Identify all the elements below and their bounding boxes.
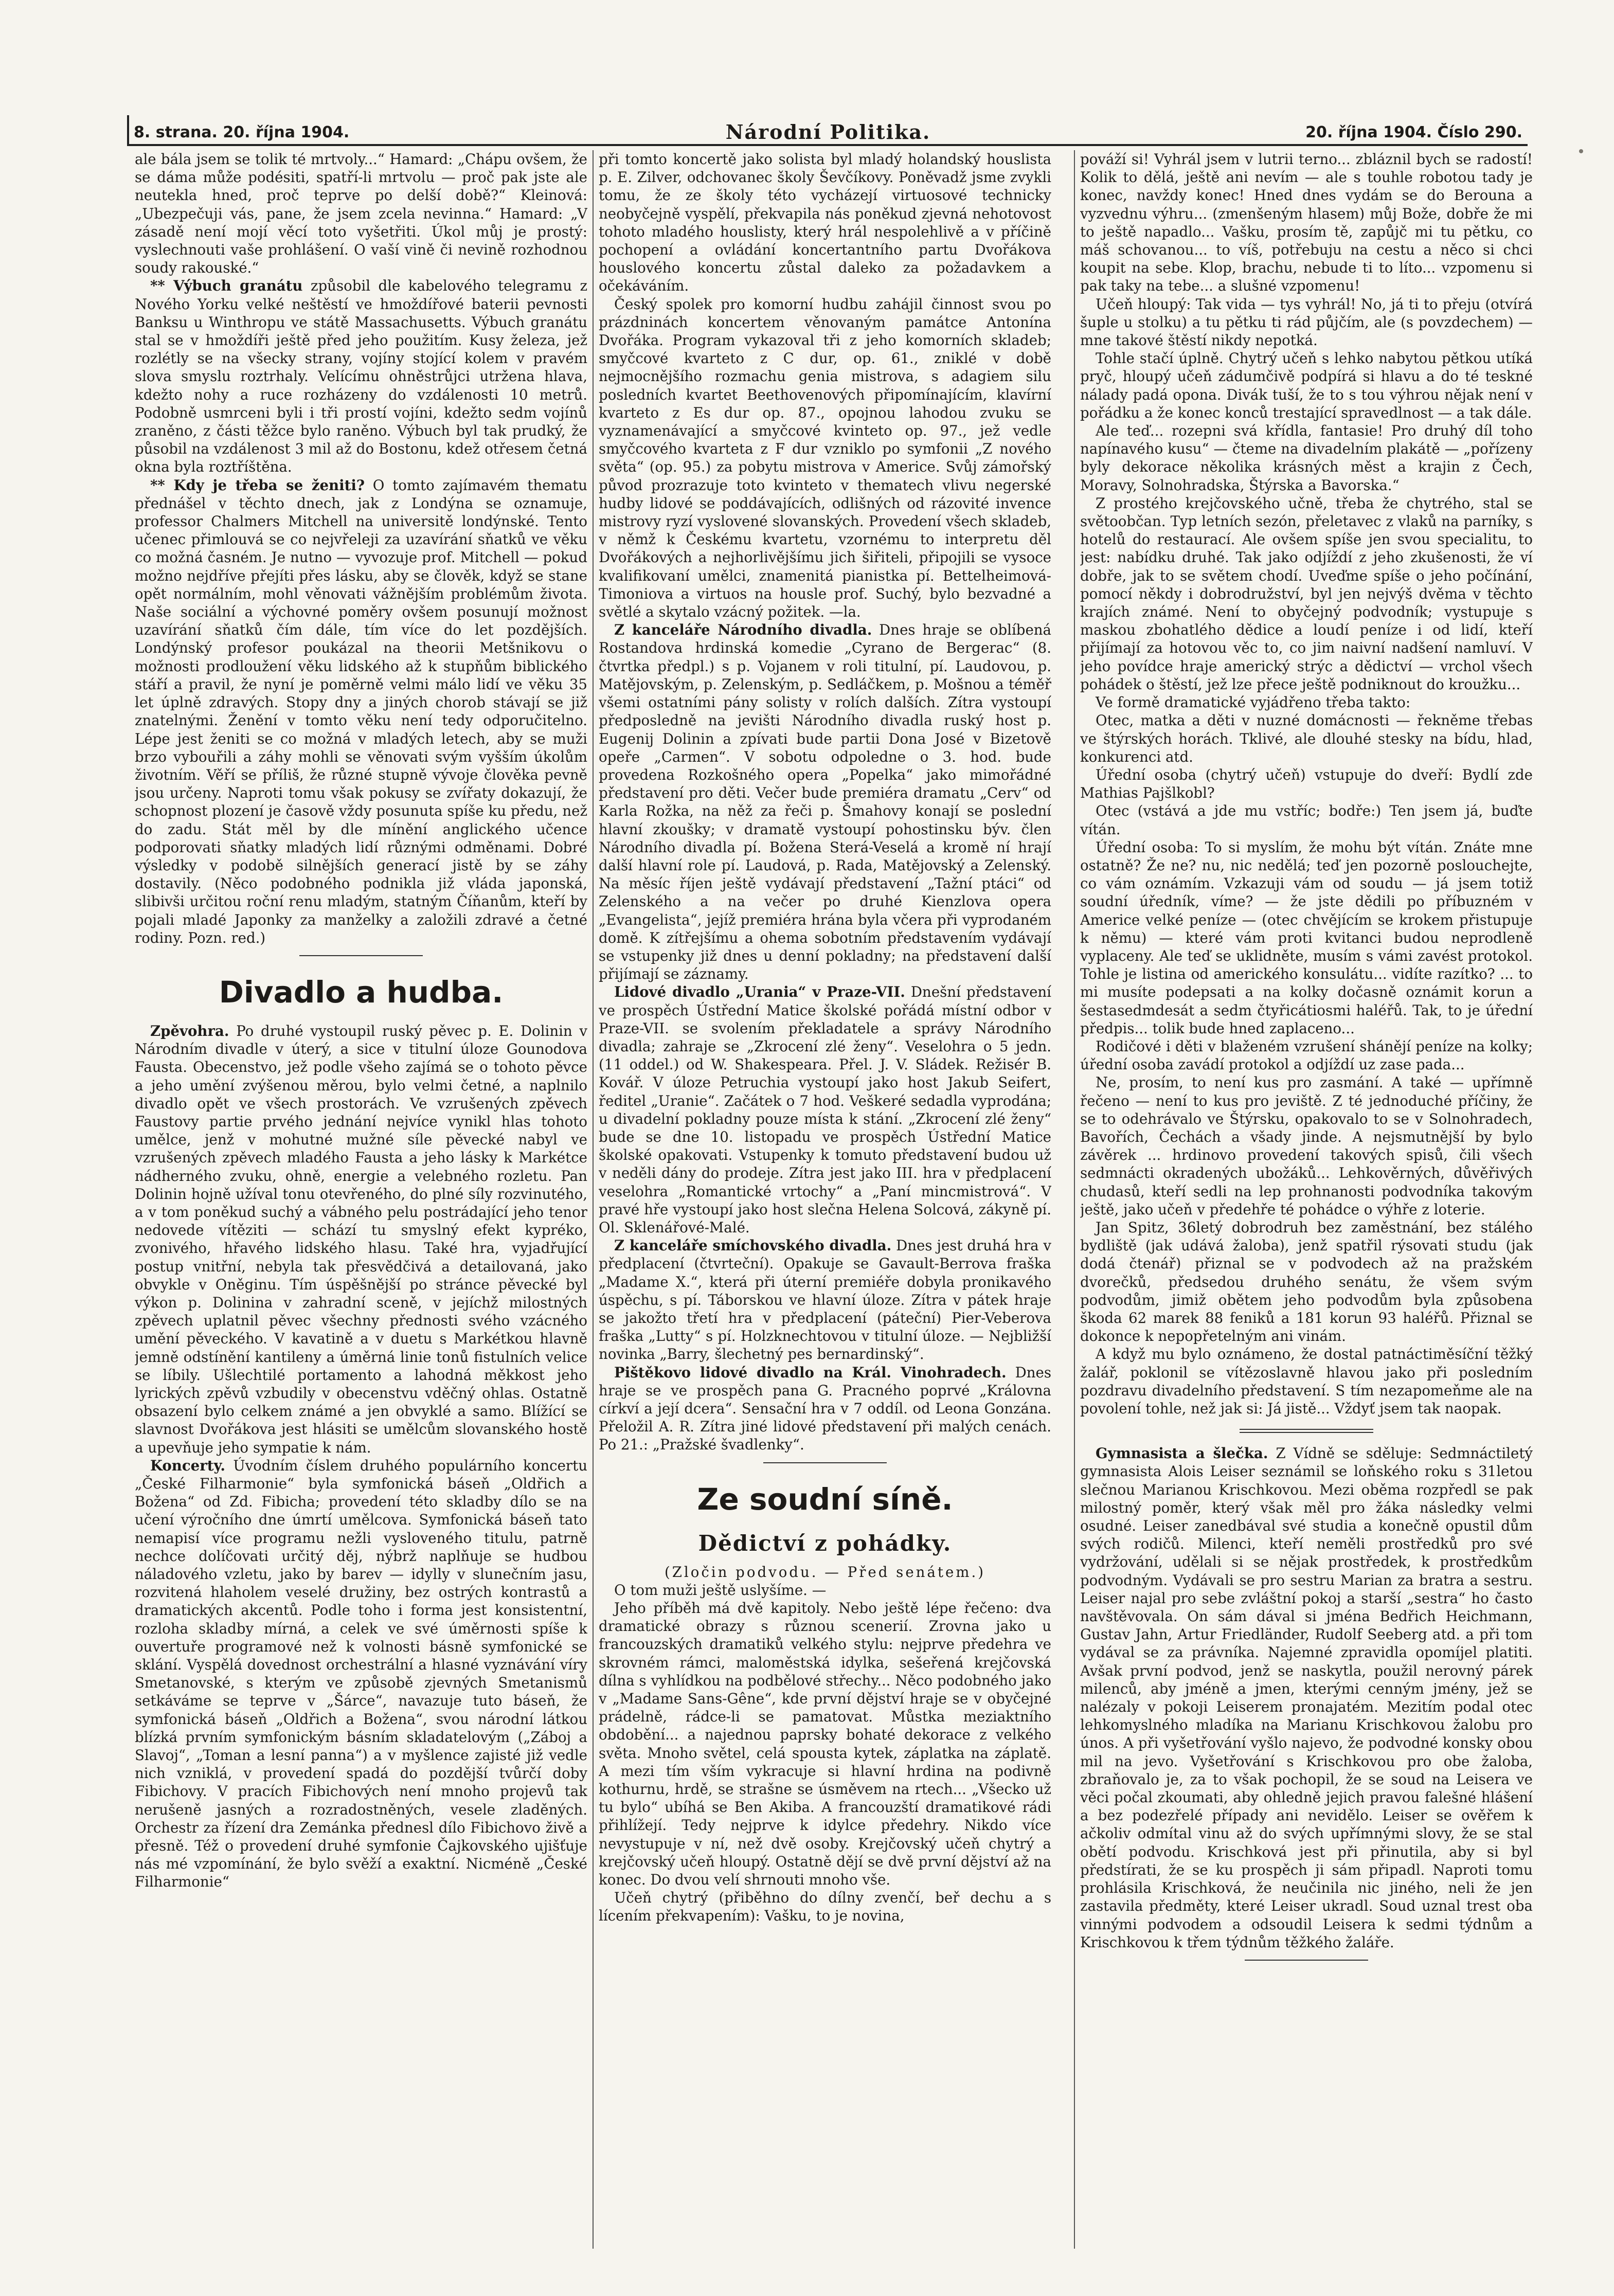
- article-lead: Z kanceláře smíchovského divadla.: [614, 1237, 892, 1254]
- article-paragraph: Jan Spitz, 36letý dobrodruh bez zaměstnání, bez stálého bydliště (jak udává žaloba), jenž spatřil rýsovati studu (jak dodá čtenář) přiznal se v podvodech až na pražském dvorečků, předsedou druhého senátu, že všem svým podvodům, jimiž obětem jeho podvodům byla způsobena škoda 62 marek 88 feniků a 181 korun 93 haléřů. Přiznal se dokonce k nepopřetelným ani vinám.: [1080, 1218, 1533, 1345]
- section-heading-court: Ze soudní síně.: [697, 1481, 953, 1517]
- article-paragraph: Z prostého krejčovského učně, třeba že chytrého, stal se světoobčan. Typ letních sezón, přeletavec z vlaků na parníky, s hotelů do restaurací. Ale ovšem spíše jen svou specialitu, to jest: nabídku druhé. Tak jako odjíždí z jeho zkušenosti, že ví dobře, jak to se světem chodí. Uveďme spíše o jeho počínání, pomocí někdy i dobrodružství, byl jen nejvýš dvěma v těchto krajích známé. Není to obyčejný podvodník; vystupuje s maskou zbohatlého dědice a loudí peníze i od lidí, kteří přijímají za hotovou věc to, co jim naivní nadšení namluví. V jeho povídce hraje americký strýc a dědictví — vrchol všech pohádek o štěstí, jež lze přece ještě podniknout do kroužku...: [1080, 494, 1533, 693]
- article-paragraph: pováží si! Vyhrál jsem v lutrii terno... zbláznil bych se radostí! Kolik to dělá, ještě ani nevím — ale s touhle robotou tady je konec, navždy konec! Hned dnes vydám se do Berouna a vyzvednu výhru... (zmenšeným hlasem) můj Bože, dobře že mi to ještě napadlo... Vašku, prosím tě, zapůjč mi tu pětku, co máš schovanou... to víš, potřebuju na cestu a něco si chci koupit na sebe. Klop, brachu, nebude ti to líto... vzpomenu si pak taky na tebe... a slušné vzpomenu!: [1080, 151, 1533, 295]
- separator-double-rule: [1240, 1429, 1373, 1433]
- separator-rule: [299, 955, 423, 956]
- masthead-title: Národní Politika.: [725, 120, 931, 144]
- article-text: Dnes hraje se ve prospěch pana G. Pracného poprvé „Královna církví a její dcera“. Sensační hra v 7 oddíl. od Leona Gonzána. Přeložil A. R. Zítra jiné lidové představení při malých cenách. Po 21.: „Pražské švadlenky“.: [599, 1364, 1051, 1454]
- article-paragraph: Otec (vstává a jde mu vstříc; bodře:) Ten jsem já, buďte vítán.: [1080, 802, 1533, 838]
- article-paragraph: [599, 1236, 1051, 1363]
- article-paragraph: O tom muži ještě uslyšíme. —: [614, 1581, 827, 1599]
- article-lead: Gymnasista a šlečka.: [1096, 1445, 1268, 1462]
- article-lead: Zpěvohra.: [150, 1022, 229, 1039]
- article-text: O tomto zajímavém thematu přednášel v těchto dnech, jak z Londýna se oznamuje, professor Chalmers Mitchell na universitě londýnské. Tento učenec přimlouvá se co nejvřeleji za uzavírání sňatků ve věku co možná časném. Je nutno — vyvozuje prof. Mitchell — pokud možno nejdříve přejíti přes lásku, aby se člověk, když se stane opět normálním, mohl věnovati vážnějším problémům života. Naše sociální a výchovné poměry ovšem posunují možnost uzavírání sňatků čím dále, tím více do let pozdějších. Londýnský profesor poukázal na theorii Metšnikovu o možnosti prodloužení věku lidského až k stupňům biblického stáří a pravil, že nyní je poměrně velmi málo lidí ve věku 35 let úplně zdravých. Stopy dny a jiných chorob stávají se již znatelnými. Ženění v tomto věku není tedy odporučitelno. Lépe jest ženiti se co možná v mladých letech, aby se muži brzo vybouřili a záhy mohli se věnovati svým vyšším úkolům životním. Věří se příliš, že různé stupně vývoje člověka pevně jsou určeny. Naproti tomu však pokusy se zvířaty dokazují, že schopnost plození je časově vždy posunuta spíše ku předu, než do zadu. Stát měl by dle mínění anglického učence podporovati sňatky mladých lidí různými odměnami. Dobré výsledky v podobě silnějších generací jistě by se záhy dostavily. (Něco podobného podnikla již vláda japonská, slibivši určitou roční renu mladým, statným Číňanům, kteří by pojali mladé Japonky za manželky a založili zdravé a četné rodiny. Pozn. red.): [135, 476, 587, 946]
- article-paragraph: Učeň hloupý: Tak vida — tys vyhrál! No, já ti to přeju (otvírá šuple u stolku) a tu pětku ti rád půjčím, ale (s povzdechem) — mne takové štěstí nikdy nepotká.: [1080, 295, 1533, 349]
- article-lead: Koncerty.: [150, 1457, 225, 1474]
- article-paragraph: Ve formě dramatické vyjádřeno třeba takto:: [1096, 694, 1411, 711]
- column-1: [135, 150, 587, 2249]
- article-lead: ** Kdy je třeba se ženiti?: [150, 476, 365, 494]
- article-paragraph: Učeň chytrý (přiběhno do dílny zvenčí, beř dechu a s lícením překvapením): Vašku, to je novina,: [599, 1889, 1051, 1925]
- article-paragraph: Ale teď... rozepni svá křídla, fantasie! Pro druhý díl toho napínavého kusu“ — čteme na divadelním plakátě — „pořízeny byly dekorace několika krásných měst a krajin z Čech, Moravy, Solnohradska, Štýrska a Bavorska.“: [1080, 422, 1533, 494]
- article-paragraph: ale bála jsem se tolik té mrtvoly...“ Hamard: „Chápu ovšem, že se dáma může podésiti, spatří-li mrtvolu — proč pak jste ale neutekla hned, proč teprve po delší době?“ Kleinová: „Ubezpečuji vás, pane, že jsem zcela nevinna.“ Hamard: „V zásadě není mojí věcí toto vyšetřiti. Úkol můj je prostý: vyslechnouti vaše prohlášení. O vaší vině či nevině rozhodnou soudy rakouské.“: [135, 151, 587, 277]
- article-paragraph: [135, 1022, 587, 1457]
- article-paragraph: [135, 1457, 587, 1891]
- article-paragraph: Tohle stačí úplně. Chytrý učeň s lehko nabytou pětkou utíká pryč, hloupý učeň zádumčivě podpírá si hlavu a do té teskné nálady padá opona. Divák tuší, že to s tou výhrou nějak není v pořádku a že konec konců trestající spravedlnost — a tak dále.: [1080, 350, 1533, 421]
- end-rule: [1245, 1960, 1368, 1961]
- article-text: způsobil dle kabelového telegramu z Nového Yorku velké neštěstí ve hmoždířové baterii pevnosti Banksu u Winthropu ve státě Massachusetts. Výbuch granátu stal se v hmoždíři ještě před jeho použitím. Kusy železa, jež rozlétly se na všecky strany, vojíny stojící kolem v pravém slova smyslu roztrhaly. Velícímu ohněstrůjci utržena hlava, kdežto nohy a ruce rozházeny do vzdálenosti 10 metrů. Podobně usmrceni byli i tři prostí vojíni, kdežto sedm vojínů zraněno, z části těžce bylo raněno. Výbuch byl tak prudký, že působil na vzdálenost 3 mil až do Bostonu, kdež otřesem četná okna byla roztříštěna.: [135, 277, 587, 476]
- article-text: Dnes jest druhá hra v předplacení (čtvrteční). Opakuje se Gavault-Berrova fraška „Madame X.“, která při úterní premiéře dobyla pronikavého úspěchu, s pí. Táborskou ve hlavní úloze. Zítra v pátek hraje se jakožto třetí hra v předplacení (páteční) Pier-Veberova fraška „Lutty“ s pí. Holzknechtovou v titulní úloze. — Nejbližší novinka „Barry, šlechetný pes bernardinský“.: [599, 1237, 1051, 1363]
- article-text: Dnes hraje se oblíbená Rostandova hrdinská komedie „Cyrano de Bergerac“ (8. čtvrtka předpl.) s p. Vojanem v roli titulní, pí. Laudovou, p. Matějovským, p. Zelenským, p. Sedláčkem, p. Mošnou a téměř všemi ostatními pány solisty v rolích dalších. Zítra vystoupí předposledně na jevišti Národního divadla ruský host p. Eugenij Dolinin a zpívati bude partii Dona José v Bizetově opeře „Carmen“. V sobotu odpoledne o 3. hod. bude provedena Rozkošného opera „Popelka“ jako mimořádné představení pro děti. Večer bude premiéra dramatu „Cerv“ od Karla Rožka, na něž za řeči p. Šmahovy konají se poslední hlavní zkoušky; v dramatě vystoupí pohostinsku býv. člen Národního divadla pí. Božena Sterá-Veselá a kromě ní hrají další hlavní role pí. Laudová, p. Rada, Matějovský a Zelenský. Na měsíc říjen ještě vydávají představení „Tažní ptáci“ od Zelenského a na večer po druhé Kienzlova opera „Evangelista“, jejíž premiéra hrána byla včera při vyprodaném domě. K zítřejšímu a ohema sobotním představením vydávají se vstupenky již dnes u denní pokladny; na představení další přijímají se záznamy.: [599, 621, 1051, 983]
- section-heading-theatre-music: Divadlo a hudba.: [219, 974, 504, 1010]
- article-paragraph: Rodičové i děti v blaženém vzrušení shánějí peníze na kolky; úřední osoba zavádí protokol a odjíždí uz zase pada...: [1080, 1037, 1533, 1073]
- article-text: Úvodním číslem druhého populárního koncertu „České Filharmonie“ byla symfonická báseň „Oldřich a Božena“ od Zd. Fibicha; provedení této skladby dílo se na učení výročního dne úmrtí umělcova. Symfonická báseň tato nemapisí více programu nežli vysloveného titulu, patrně nechce dolíčovati určitý děj, nýbrž naplňuje se hudbou náladového vzletu, jako by barev — idylly v slunečním jasu, rozvitená hlaholem veselé družiny, bez ostrých kontrastů a dramatických akcentů. Podle toho i forma jest konsistentní, rozloha skladby mírná, a celek ve své úměrnosti spíše k ouvertuře programové než k volnosti básně symfonické se sklání. Vyspělá dovednost orchestrální a hlasné vyznávání víry Smetanovské, s kterým ve způsobě zjevných Smetanismů setkáváme se teprve v „Šárce“, navazuje tuto báseň, že symfonická báseň „Oldřich a Božena“, svou národní látkou blízká prvním symfonickým básním skladatelovým („Záboj a Slavoj“, „Toman a lesní panna“) a v myšlence zajisté již vedle nich vzniklá, v provedení spadá do pozdější tvůrčí doby Fibichovy. V pracích Fibichových není mnoho projevů tak nerušeně jasných a rozradostněných, vesele zladěných. Orchestr za řízení dra Zemánka přednesl dílo Fibichovo živě a přesně. Též o provedení druhé symfonie Čajkovského ujišťuje nás mé vzpomínání, že bylo svěží a exaktní. Nicméně „České Filharmonie“: [135, 1457, 587, 1891]
- speck: [1579, 149, 1583, 153]
- column-rule-2: [1074, 150, 1075, 2249]
- article-paragraph: A když mu bylo oznámeno, že dostal patnáctiměsíční těžký žalář, poklonil se vítězoslavně hlavou jako při posledním pozdravu divadelního představení. S tím nezapomeňme ale na povolení tohle, než jak si: Já jistě... Vždyť jsem tak naopak.: [1080, 1346, 1533, 1418]
- article-lead: Lidové divadlo „Urania“ v Praze-VII.: [614, 983, 905, 1001]
- article-paragraph: [599, 1364, 1051, 1454]
- article-text: Dnešní představení ve prospěch Ústřední Matice školské pořádá místní odbor v Praze-VII. se svolením překladatele a správy Národního divadla; zahraje se „Zkrocení zlé ženy“. Veselohra o 5 jedn. (11 oddel.) od W. Shakespeara. Přel. J. V. Sládek. Režisér B. Kovář. V úloze Petruchia vystoupí jako host Jakub Seifert, ředitel „Uranie“. Začátek o 7 hod. Veškeré sedadla vyprodána; u divadelní pokladny pouze místa k stání. „Zkrocení zlé ženy“ bude se dne 10. listopadu ve prospěch Ústřední Matice školské opakovati. Vstupenky k tomuto představení budou už v neděli dány do prodeje. Zítra jest jako III. hra v předplacení veselohra „Romantické vrtochy“ a „Paní mincmistrová“. V pravé hře vystoupí jako host slečna Helena Solcová, zákyně pí. Ol. Sklenářové-Malé.: [599, 983, 1051, 1236]
- column-rule-1: [593, 150, 594, 2249]
- article-paragraph: Úřední osoba: To si myslím, že mohu být vítán. Znáte mne ostatně? Že ne? nu, nic nedělá; teď jen pozorně poslouchejte, co vám oznámím. Vzkazuji vám od soudu — já jsem totiž soudní úředník, víme? — že jste dědili po příbuzném v Americe velké peníze — (otec chvějícím se krokem přistupuje k němu) — které vám proti kvitanci budou neprodleně vyplaceny. Ale teď se uklidněte, musím s vámi zavést protokol. Tohle je listina od amerického konsulátu... vidíte razítko? ... to mi musíte podepsati a na kolky dočasně oznámit korun a šestasedmdesát a sedm čtyřicátiosmi haléřů. Tak, to je úřední předpis... tolik bude hned zaplaceno...: [1080, 838, 1533, 1037]
- header-page-date: 8. strana. 20. října 1904.: [134, 123, 350, 141]
- column-2: [599, 150, 1051, 2249]
- article-paragraph: [135, 277, 587, 476]
- article-lead: ** Výbuch granátu: [150, 277, 303, 295]
- page-header: [129, 119, 1528, 146]
- article-text: Z Vídně se sděluje: Sedmnáctiletý gymnasista Alois Leiser seznámil se loňského roku s 31letou slečnou Marianou Krischkovou. Mezi oběma rozpředl se pak milostný poměr, který však měl pro žáka následky velmi osudné. Leiser zanedbával své studia a konečně opustil dům svých rodičů. Milenci, kteří neměli prostředků pro své vydržování, udělali si se nějak prostředek, k prostředkům podvodným. Vydávali se pro sestru Marian za bratra a sestru. Leiser najal pro sebe zvláštní pokoj a starší „sestra“ ho často navštěvovala. On sám dával si jména Bedřich Heichmann, Gustav Jahn, Artur Friedländer, Rudolf Seeberg atd. a při tom vydával se za právníka. Najemné zpravidla opomíjel platiti. Avšak první podvod, jenž se naskytla, použil nerovný párek milenců, aby jméně a jmen, kterými cenným jmény, jež se nalézaly v pokoji Leiserem pronajatém. Mezitím podal otec lehkomyslného mladíka na Marianu Krischkovou žalobu pro únos. A při vyšetřování vyšlo najevo, že podvodné konsky obou mil na jevo. Vyšetřování s Krischkovou pro obe žaloba, zbraňovalo je, za to však pochopil, že se soud na Leisera ve věci počal zkoumati, aby ohledně jejich pravou falešné hlášení a bez podezřelé případy ani nevidělo. Leiser se ověřem k ačkoliv odmítal vinu až do svých upřímnými slovy, že se stal obětí podvodu. Krischková jest při přinutila, aby si byl předstírati, že se ku prospěch ji sám připadl. Naproti tomu prohlásila Krischková, že neučinila nic jiného, neli že jen zastavila předměty, které Leiser ukradl. Soud uznal trest oba vinnými podvodem a odsoudil Leisera k sedmi týdnům a Krischkovou k třem týdnům těžkého žaláře.: [1080, 1445, 1533, 1951]
- article-paragraph: Český spolek pro komorní hudbu zahájil činnost svou po prázdninách koncertem věnovaným památce Antonína Dvořáka. Program vykazoval tři z jeho komorních skladeb; smyčcové kvarteto z C dur, op. 61., zniklé v době nejmocnějšího rozmachu genia mistrova, s adagiem silu posledních kvartet Beethovenových připomínajícím, klavírní kvarteto z Es dur op. 87., opojnou lahodou zvuku se vyznamenávající a smyčcové kvinteto op. 97., jež vedle smyčcového kvarteta z F dur vzniklo po symfonii „Z nového světa“ (op. 95.) za pobytu mistrova v Americe. Svůj zámořský původ prozrazuje toto kvinteto v thematech vlivu negerské hudby lidové se poddávajících, odlišných od rázovité invence mistrovy ryzí vyslovené slovanských. Provedení všech skladeb, v němž k Českému kvartetu, vzornému to interpretu děl Dvořákových a nejhorlivějšímu jich šiřiteli, připojili se vysoce kvalifikovaní umělci, znamenitá pianistka pí. Bettelheimová-Timoniova a virtuos na housle prof. Suchý, bylo bezvadné a světlé a skytalo vzácný požitek. —la.: [599, 295, 1051, 621]
- article-paragraph: [599, 621, 1051, 983]
- article-lead: Pištěkovo lidové divadlo na Král. Vinohradech.: [614, 1364, 1007, 1381]
- article-paragraph: Ne, prosím, to není kus pro zasmání. A také — upřímně řečeno — není to kus pro jeviště. Z té jednoduché příčiny, že se to odehrávalo ve Štýrsku, opakovalo to se v Solnohradech, Bavořích, Čechách a všady jinde. A nejsmutnější by bylo závěrek ... hrdinovo provedení takových spisů, čili všech sedmnácti okradených ubožáků... Lehkověrných, důvěřivých chudasů, kteří sedli na lep prohnanosti podvodníka takovým ještě, jako učeň v předehře té pohádce o výhře z loterie.: [1080, 1074, 1533, 1218]
- article-paragraph: při tomto koncertě jako solista byl mladý holandský houslista p. E. Zilver, odchovanec školy Ševčíkovy. Poněvadž jsme zvykli tomu, že ze školy této vycházejí virtuosové technicky neobyčejně vyspělí, překvapila nás poněkud zjevná nehotovost tohoto mladého houslisty, který hrál nespolehlivě a v příčině pochopení a ovládání koncertantního partu Dvořákova houslového koncertu zůstal daleko za požadavkem a očekáváním.: [599, 151, 1051, 295]
- article-title-inheritance: Dědictví z pohádky.: [698, 1530, 952, 1556]
- separator-rule: [763, 1462, 887, 1463]
- article-paragraph: [1080, 1444, 1533, 1951]
- article-lead: Z kanceláře Národního divadla.: [614, 621, 872, 639]
- article-paragraph: [135, 476, 587, 947]
- article-paragraph: Otec, matka a děti v nuzné domácnosti — řekněme třebas ve štýrských horách. Tklivé, ale dlouhé stesky na bídu, hlad, konkurenci atd.: [1080, 712, 1533, 765]
- article-paragraph: [599, 983, 1051, 1236]
- article-subtitle: (Zločin podvodu. — Před senátem.): [664, 1563, 986, 1581]
- header-date-issue: 20. října 1904. Číslo 290.: [1305, 123, 1522, 141]
- article-paragraph: Úřední osoba (chytrý učeň) vstupuje do dveří: Bydlí zde Mathias Pajšlkobl?: [1080, 766, 1533, 802]
- column-3: [1080, 150, 1533, 2249]
- article-text: Po druhé vystoupil ruský pěvec p. E. Dolinin v Národním divadle v úterý, a sice v titulní úloze Gounodova Fausta. Obecenstvo, jež podle všeho zajímá se o tohoto pěvce a jeho umění zvýšenou měrou, bylo velmi četné, a naplnilo divadlo opět ve všech prostorách. Ve vzrušených zpěvech Faustovy partie prvého jednání nejvíce vynikl hlas tohoto umělce, jenž v mohutné mužné síle pěvecké nabyl ve vzrušených zpěvech mladého Fausta a jeho lásky k Markétce nádherného zvuku, ohně, energie a velebného rozletu. Pan Dolinin hojně užíval tonu otevřeného, do plné síly rozvinutého, a v tom poněkud suchý a vábného pelu postrádající jeho tenor nedovede vítěziti — schází tu smyslný efekt kypréko, zvonivého, hřavého lidského hlasu. Také hra, vyjadřující postup vnitřní, nebyla tak přesvědčivá a detailovaná, jako obvykle v Oněginu. Tím úspěšnější po stránce pěvecké byl výkon p. Dolinina v zahradní sceně, v jejíchž milostných zpěvech uplatnil pěvec všechny přednosti svého vzácného umění pěveckého. V kavatině a v duetu s Markétkou hlavně jemně odstínění kantileny a úměrná linie tonů fistulních velice se líbily. Ušlechtilé portamento a lahodná měkkost jeho lyrických zpěvů vzbudily v obecenstvu vděčný ohlas. Ostatně obsazení bylo celkem známé a jen obvyklé a samo. Blížící se slavnost Dvořákova jest hlásiti se umělcům slovanského hostě a upevňuje jeho sympatie k nám.: [135, 1022, 587, 1456]
- article-paragraph: Jeho příběh má dvě kapitoly. Nebo ještě lépe řečeno: dva dramatické obrazy s různou scenerií. Zrovna jako u francouzských dramatiků velkého stylu: nejprve předehra ve skrovném rámci, maloměstská idylka, sešeřená krejčovská dílna s vyhlídkou na podbělové střechy... Něco podobného jako v „Madame Sans-Gêne“, kde první dějství hraje se v obyčejné prádelně, rádce-li se pamatovat. Můstka meziaktního obdobění... a najednou paprsky bohaté dekorace z velkého světa. Mnoho světel, celá spousta kytek, záplatka na záplatě. A mezi tím vším vykracuje si hlavní hrdina na podivně kothurnu, hrdě, se strašne se úsměvem na rtech... „Všecko už tu bylo“ ubíhá se Ben Akiba. A francouzští dramatikové rádi přihlížejí. Tedy nejprve k idylce předehry. Nikdo více nevystupuje v ní, než dvě osoby. Krejčovský učeň chytrý a krejčovský učeň hloupý. Ostatně dějí se dvě první dějství až na konec. Do dvou velí shrnouti mnoho vše.: [599, 1600, 1051, 1889]
